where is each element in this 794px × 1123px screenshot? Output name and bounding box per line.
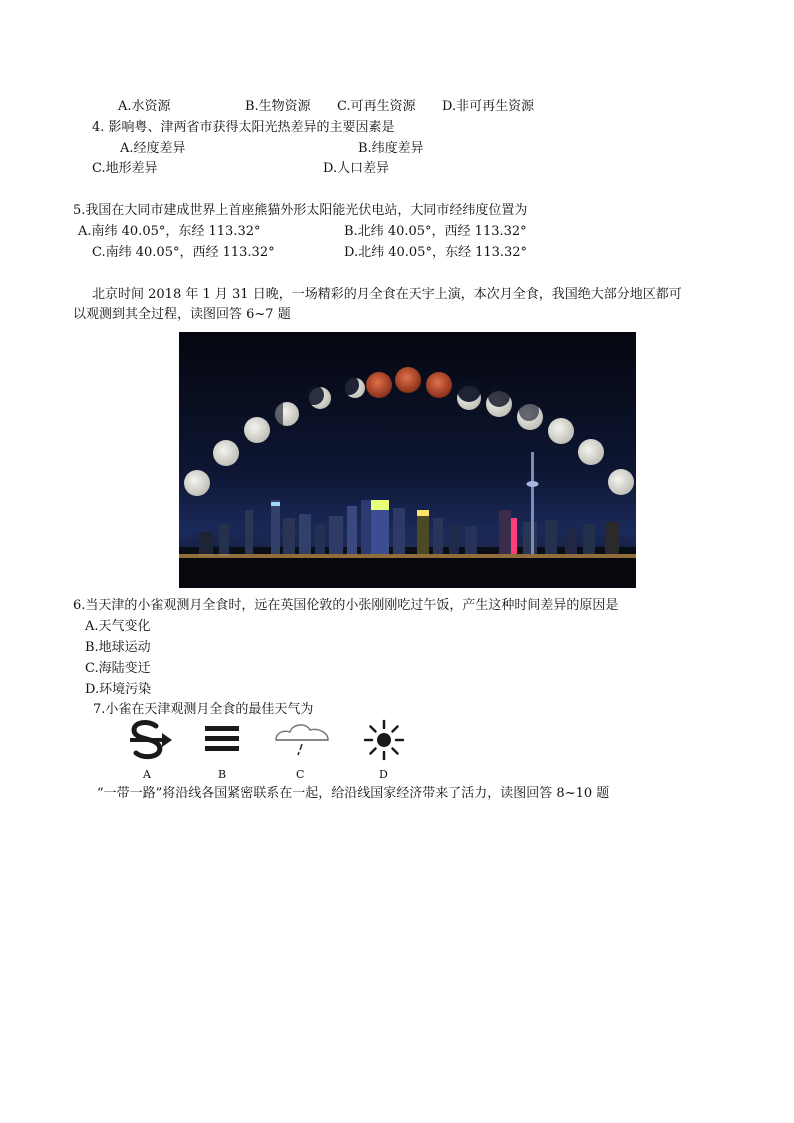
cloudy-rain-icon: [272, 718, 332, 758]
q6-option-d: D.环境污染: [85, 682, 152, 697]
q5-option-b: B.北纬 40.05°，西经 113.32°: [344, 224, 527, 239]
q6-option-a: A.天气变化: [85, 619, 151, 634]
q7-label-a: A: [143, 768, 151, 781]
q7-label-d: D: [379, 768, 388, 781]
q6-option-c: C.海陆变迁: [85, 661, 151, 676]
lunar-eclipse-photo: [179, 332, 636, 588]
sandstorm-icon: [126, 718, 174, 762]
q3-option-b: B.生物资源: [245, 99, 311, 114]
q6-stem: 6.当天津的小雀观测月全食时，远在英国伦敦的小张刚刚吃过午饭，产生这种时间差异的原因是: [73, 598, 619, 613]
q5-option-c: C.南纬 40.05°，西经 113.32°: [92, 245, 275, 260]
passage-eclipse-line2: 以观测到其全过程，读图回答 6~7 题: [73, 307, 291, 322]
q3-option-d: D.非可再生资源: [442, 99, 535, 114]
sunny-icon: [362, 718, 406, 762]
q5-option-d: D.北纬 40.05°，东经 113.32°: [344, 245, 528, 260]
fog-icon: [203, 724, 241, 754]
q7-label-b: B: [218, 768, 227, 781]
q4-stem: 4. 影响粤、津两省市获得太阳光热差异的主要因素是: [92, 120, 395, 135]
passage-belt-road: “一带一路”将沿线各国紧密联系在一起，给沿线国家经济带来了活力，读图回答 8~10 题: [97, 786, 610, 801]
q5-stem: 5.我国在大同市建成世界上首座熊猫外形太阳能光伏电站，大同市经纬度位置为: [73, 203, 528, 218]
passage-eclipse-line1: 北京时间 2018 年 1 月 31 日晚，一场精彩的月全食在天宇上演，本次月全食，我国绝大部分地区都可: [92, 287, 682, 302]
q4-option-a: A.经度差异: [120, 141, 186, 156]
q4-option-c: C.地形差异: [92, 161, 158, 176]
q7-stem: 7.小雀在天津观测月全食的最佳天气为: [93, 702, 314, 717]
q3-option-c: C.可再生资源: [337, 99, 416, 114]
q6-option-b: B.地球运动: [85, 640, 151, 655]
q7-label-c: C: [296, 768, 305, 781]
q4-option-b: B.纬度差异: [358, 141, 424, 156]
q4-option-d: D.人口差异: [323, 161, 390, 176]
q3-option-a: A.水资源: [118, 99, 171, 114]
q5-option-a: A.南纬 40.05°，东经 113.32°: [78, 224, 261, 239]
